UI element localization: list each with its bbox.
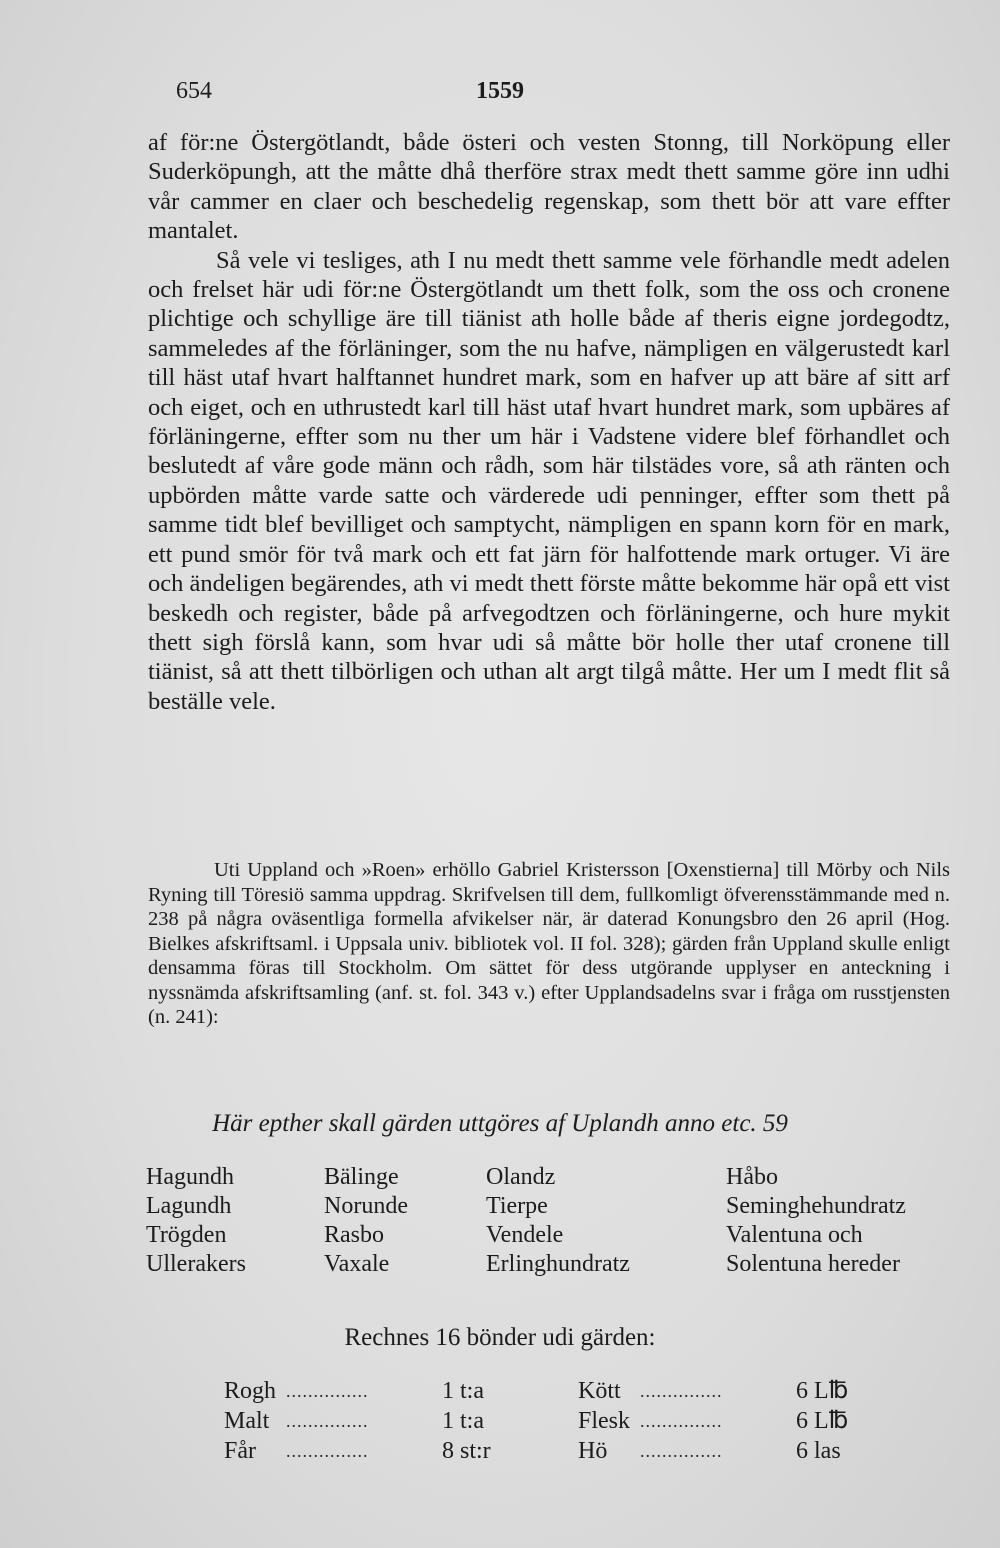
provision-name: Får	[224, 1438, 256, 1464]
provision-quantity: 1 t:a	[442, 1378, 484, 1404]
dot-leader: ...............	[640, 1411, 723, 1431]
provision-quantity: 6 L℔	[796, 1408, 849, 1434]
district-name: Solentuna hereder	[726, 1251, 900, 1277]
district-name: Trögden	[146, 1222, 227, 1248]
provision-row	[578, 1406, 878, 1436]
farmer-count-heading: Rechnes 16 bönder udi gärden:	[344, 1324, 656, 1351]
dot-leader: ...............	[286, 1411, 369, 1431]
dot-leader: ...............	[640, 1441, 723, 1461]
dot-leader: ...............	[286, 1381, 369, 1401]
district-name: Norunde	[324, 1193, 408, 1219]
district-name: Valentuna och	[726, 1222, 863, 1248]
district-name: Rasbo	[324, 1222, 384, 1248]
provision-row	[224, 1436, 524, 1466]
provision-name: Flesk	[578, 1408, 631, 1434]
district-name: Vendele	[486, 1222, 564, 1248]
district-name: Vaxale	[324, 1251, 390, 1277]
provision-row	[224, 1376, 524, 1406]
page-year-heading: 1559	[476, 78, 524, 104]
provision-name: Rogh	[224, 1378, 277, 1404]
district-column-3	[486, 1163, 630, 1279]
editorial-note-text: Uti Uppland och »Roen» erhöllo Gabriel Kristersson [Oxenstierna] till Mörby och Nils Ryning till Töresiö samma uppdrag. Skrifvelsen till dem, fullkomligt öfverensstämmande med n. 238 på några oväsentliga formella afvikelser när, är daterad Konungsbro den 26 april (Hog. Bielkes afskriftsaml. i Uppsala univ. bibliotek vol. II fol. 328); gärden från Uppland skulle enligt densamma föras till Stockholm. Om sättet för dess utgörande upplyser en anteckning i nyssnämda afskriftsamling (anf. st. fol. 343 v.) efter Upplandsadelns svar i fråga om russtjensten (n. 241):	[148, 859, 950, 1028]
provision-name: Hö	[578, 1438, 608, 1464]
dot-leader: ...............	[640, 1381, 723, 1401]
provisions-left-column	[224, 1376, 524, 1466]
provision-quantity: 6 L℔	[796, 1378, 849, 1404]
provision-row	[578, 1436, 878, 1466]
district-column-4	[726, 1163, 906, 1279]
district-name: Seminghehundratz	[726, 1193, 906, 1219]
provision-name: Malt	[224, 1408, 270, 1434]
district-name: Hagundh	[146, 1164, 234, 1190]
provision-row	[578, 1376, 878, 1406]
letter-paragraph-2: Så vele vi tesliges, ath I nu medt thett samme vele förhandle medt adelen och frelset här udi för:ne Östergötlandt um thett folk, som the oss och cronene plichtige och schyllige äre till tiänist ath holle både af theris eigne jordegodtz, sammeledes af the förläninger, som the nu hafve, nämpligen en välgerustedt karl till häst utaf hvart halftannet hundret mark, som en hafver up att bäre af sitt arf och eiget, och en uthrustedt karl till häst utaf hvart hundret mark, som upbäres af förläningerne, effter som nu ther um här i Vadstene videre blef förhandlet och beslutedt af våre gode männ och rådh, som här tilstädes vore, så ath ränten och upbörden måtte varde satte och värderede udi penninger, effter som thett på samme tidt blef bevilliget och samptycht, nämpligen en spann korn för en mark, ett pund smör för två mark och ett fat järn för halfottende mark ortuger. Vi äre och ändeligen begärendes, ath vi medt thett förste måtte bekomme här opå ett vist beskedh och register, både på arfvegodtzen och förläningerne, och hure mykit thett sigh förslå kann, som hvar udi så måtte bör holle ther utaf cronene till tiänist, så att thett tilbörligen och uthan alt argt tilgå måtte. Her um I medt flit så beställe vele.	[148, 246, 950, 715]
provision-quantity: 6 las	[796, 1438, 841, 1464]
letter-paragraph-1: af för:ne Östergötlandt, både österi och vesten Stonng, till Norköpung eller Suderköpungh, att the måtte dhå therföre strax medt thett samme göre inn udhi vår cammer en claer och beschedelig regenskap, som thett bör att vare effter mantalet.	[148, 129, 950, 245]
dot-leader: ...............	[286, 1441, 369, 1461]
district-list-title: Här epther skall gärden uttgöres af Uplandh anno etc. 59	[212, 1110, 788, 1137]
district-column-1	[146, 1163, 246, 1279]
page-number: 654	[176, 78, 212, 104]
provision-row	[224, 1406, 524, 1436]
provision-quantity: 8 st:r	[442, 1438, 491, 1464]
district-column-2	[324, 1163, 408, 1279]
letter-body	[148, 128, 950, 716]
district-name: Olandz	[486, 1164, 556, 1190]
editorial-note	[148, 858, 950, 1030]
district-name: Erlinghundratz	[486, 1251, 630, 1277]
district-name: Håbo	[726, 1164, 778, 1190]
district-name: Ullerakers	[146, 1251, 246, 1277]
provision-name: Kött	[578, 1378, 621, 1404]
page-header	[0, 78, 1000, 118]
district-name: Lagundh	[146, 1193, 232, 1219]
district-name: Tierpe	[486, 1193, 548, 1219]
provisions-right-column	[578, 1376, 878, 1466]
district-name: Bälinge	[324, 1164, 399, 1190]
provision-quantity: 1 t:a	[442, 1408, 484, 1434]
